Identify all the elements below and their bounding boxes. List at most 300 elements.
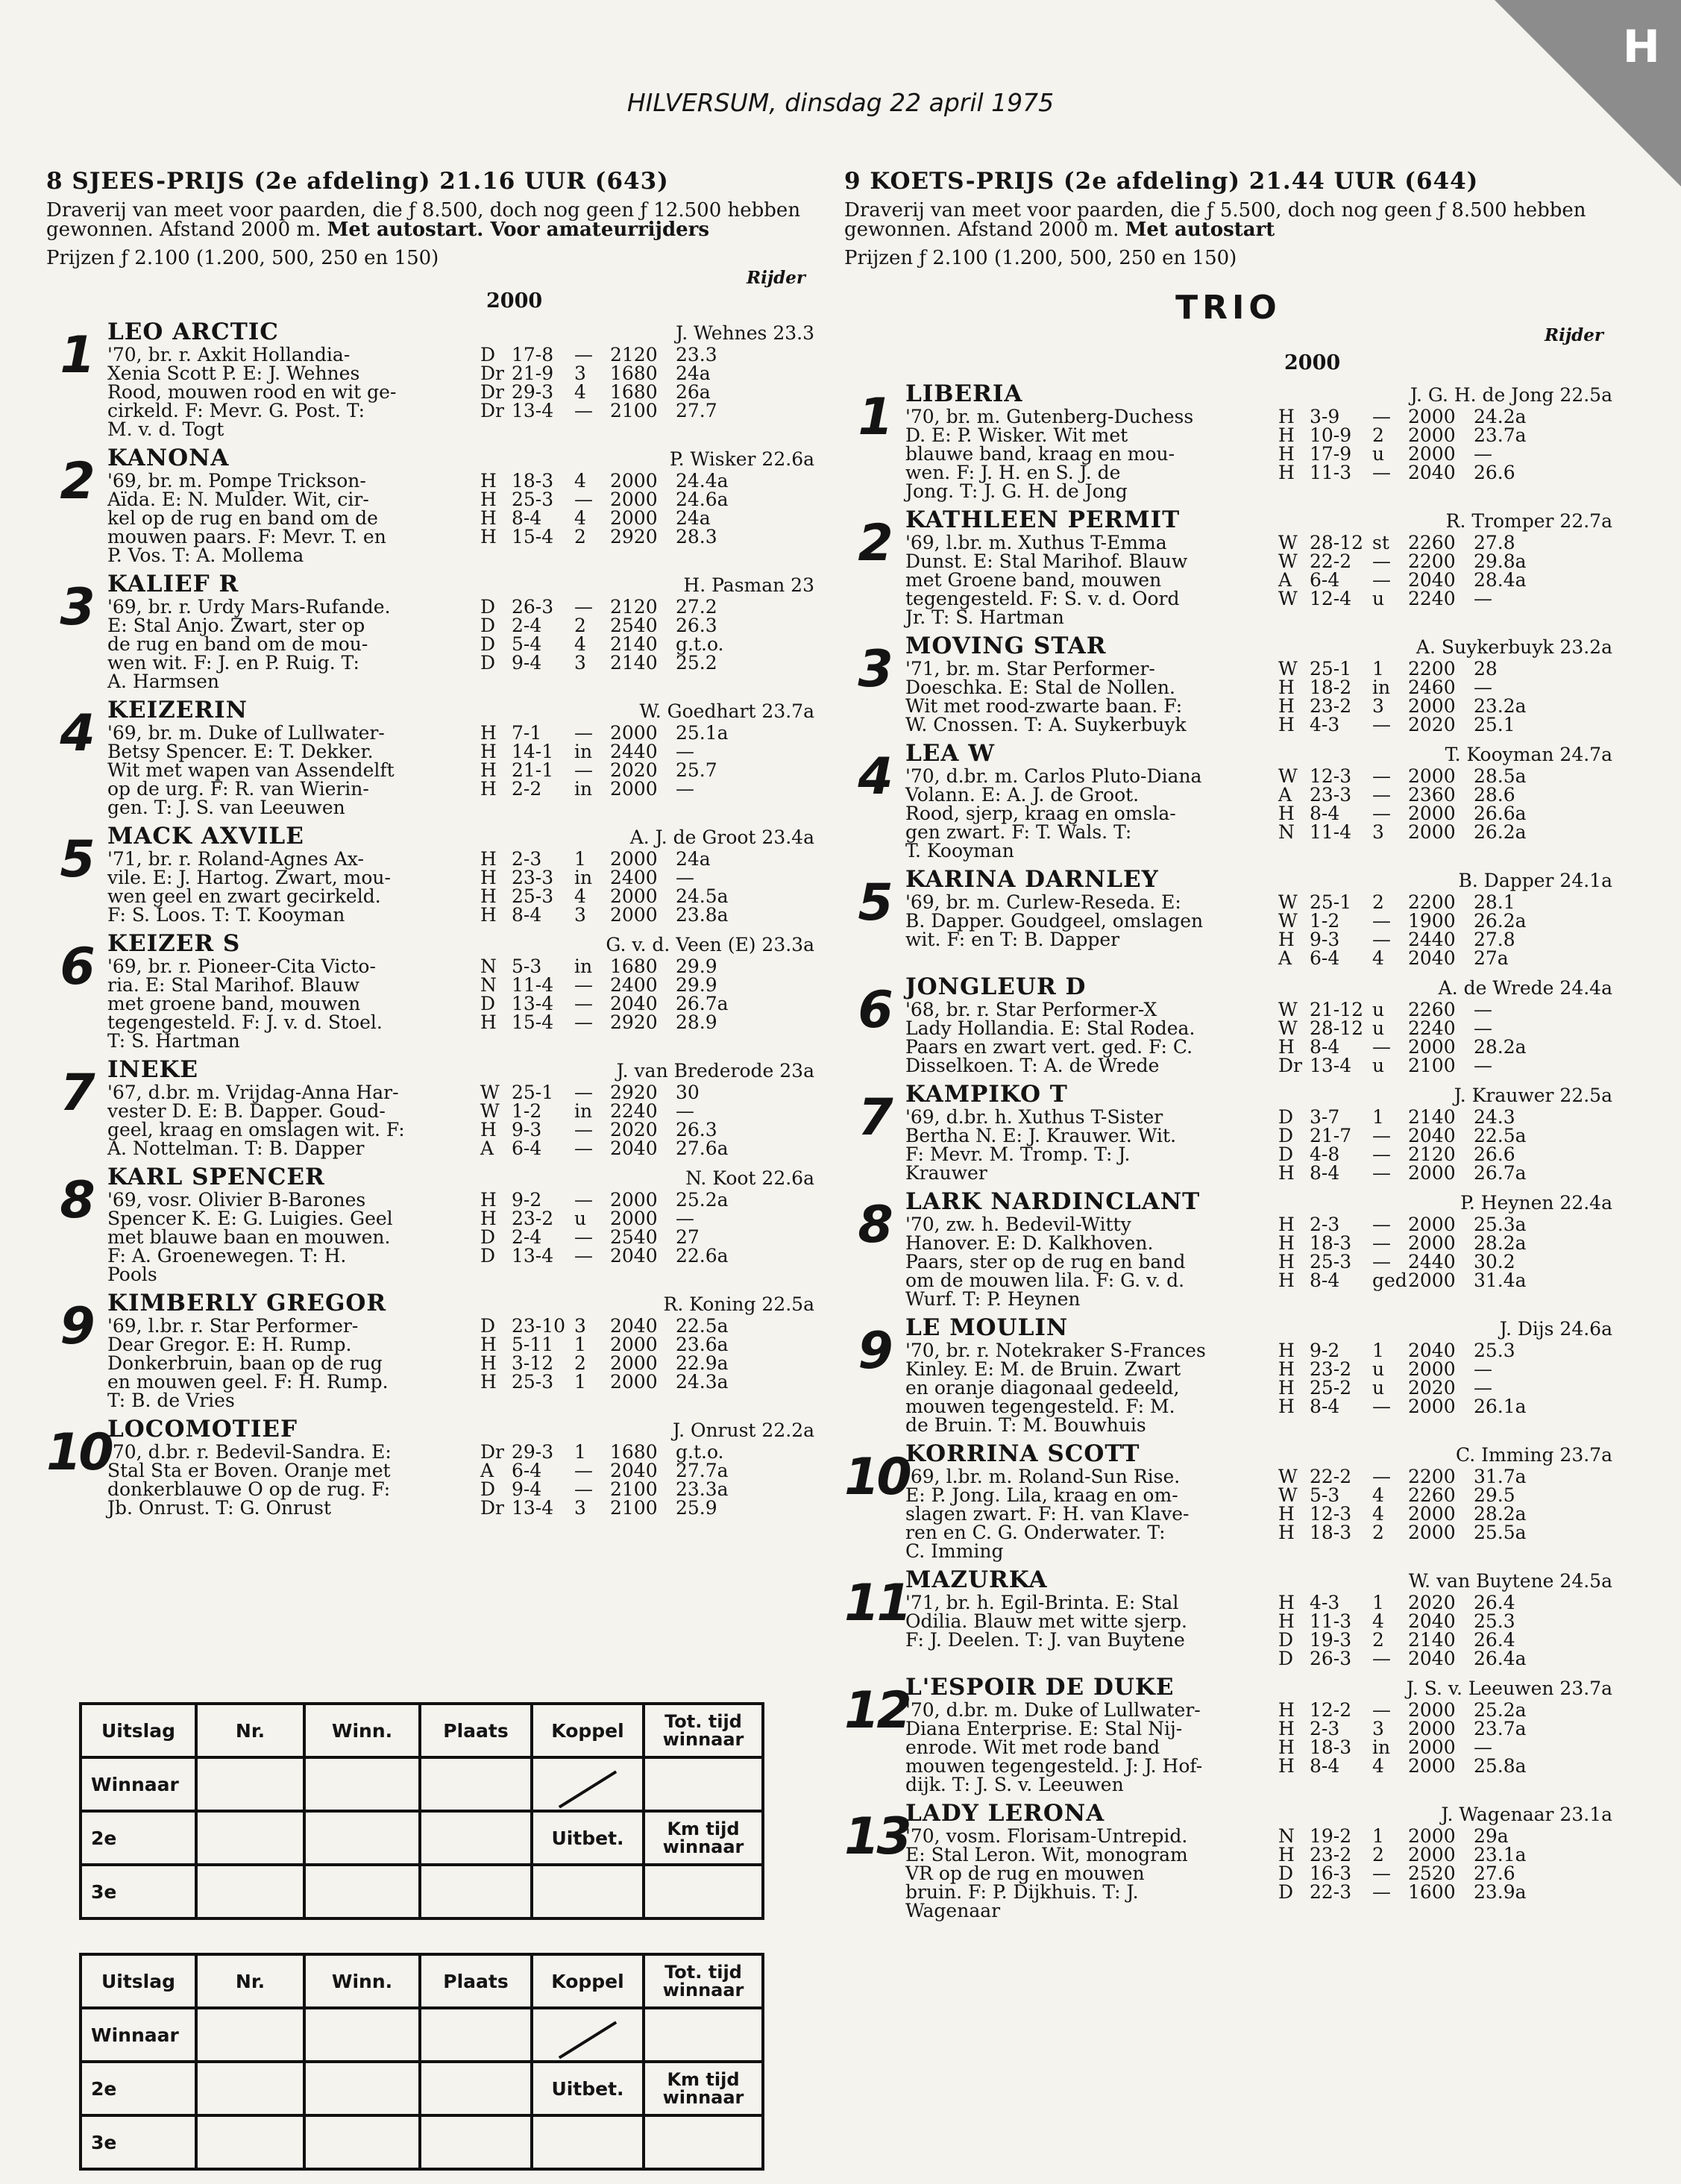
result-cell: 13-4 — [512, 1245, 554, 1267]
result-cell: 28-12 — [1310, 532, 1364, 553]
rijder-label: Rijder — [1544, 325, 1603, 345]
result-row — [1278, 1038, 1541, 1056]
result-cell: 2000 — [1408, 1522, 1456, 1543]
horse-description: '71, br. m. Star Performer- Doeschka. E: Stal de Nollen. Wit met rood-zwarte baan. F: W. Cnossen. T: A. Suykerbuyk — [905, 658, 1187, 735]
result-field[interactable] — [304, 1865, 420, 1918]
horse-description: '69, l.br. m. Roland-Sun Rise. E: P. Jong. Lila, kraag en om- slagen zwart. F: H. van Klave- ren en C. G. Onderwater. T: C. Imming — [905, 1466, 1190, 1562]
result-cell: 1-2 — [1310, 910, 1340, 932]
result-cell: D — [480, 615, 496, 636]
result-row — [480, 345, 743, 364]
entry-body — [107, 957, 814, 1050]
result-cell: 4 — [1372, 1610, 1384, 1632]
result-cell: 4 — [574, 633, 586, 655]
result-cell: — — [574, 596, 593, 618]
header-cell: Koppel — [532, 1954, 644, 2008]
result-cell: H — [480, 778, 497, 800]
result-cell: 23.2a — [1474, 695, 1527, 717]
result-cell: 25-3 — [512, 1371, 554, 1393]
result-cell: H — [480, 1119, 497, 1140]
result-row — [1278, 1378, 1541, 1397]
entry-header — [905, 1081, 1612, 1108]
rider-info: H. Pasman 23 — [683, 574, 814, 596]
result-cell: 26-3 — [512, 596, 554, 618]
result-cell: 2000 — [610, 885, 658, 907]
result-cell: Dr — [480, 363, 504, 384]
result-cell: W — [1278, 1484, 1298, 1506]
recent-results — [1278, 1341, 1541, 1434]
recent-results — [1278, 893, 1541, 967]
result-cell: 2260 — [1408, 532, 1456, 553]
result-row — [1278, 1883, 1541, 1901]
result-cell: 8-4 — [1310, 1755, 1340, 1777]
horse-entry — [46, 823, 814, 924]
result-cell: — — [1372, 1125, 1391, 1146]
horse-entry — [844, 1566, 1612, 1668]
result-cell: 23-2 — [1310, 695, 1352, 717]
start-number: 11 — [844, 1574, 909, 1633]
result-cell: 9-2 — [1310, 1340, 1340, 1361]
result-field[interactable] — [644, 1865, 763, 1918]
result-cell: — — [1372, 1396, 1391, 1417]
header-cell: Uitslag — [81, 1954, 196, 2008]
result-cell: st — [1372, 532, 1389, 553]
result-cell: 28.5a — [1474, 765, 1527, 787]
result-cell: 1 — [574, 1441, 586, 1463]
result-cell: 18-3 — [512, 470, 554, 492]
result-cell: 25-1 — [1310, 658, 1352, 680]
result-cell: 2000 — [1408, 803, 1456, 824]
entry-body — [107, 1083, 814, 1158]
result-cell: 2040 — [1408, 1125, 1456, 1146]
header-cell: Tot. tijd winnaar — [644, 1954, 763, 2008]
result-cell: 11-3 — [1310, 1610, 1352, 1632]
result-cell: — — [574, 1460, 593, 1481]
result-cell: 2040 — [1408, 1610, 1456, 1632]
result-field[interactable] — [532, 2115, 644, 2169]
distance-label: 2000 — [486, 289, 543, 313]
result-cell: 2120 — [1408, 1143, 1456, 1165]
result-field[interactable] — [196, 1757, 304, 1811]
result-cell: 5-4 — [512, 633, 542, 655]
race-title: 8 SJEES-PRIJS (2e afdeling) 21.16 UUR (643) — [46, 168, 669, 195]
horse-name: KEIZER S — [107, 930, 241, 957]
result-field[interactable] — [420, 1757, 532, 1811]
result-row — [480, 1083, 743, 1102]
result-cell: H — [1278, 803, 1295, 824]
result-row — [480, 1139, 743, 1158]
result-cell: 9-4 — [512, 652, 542, 674]
result-cell: 27.7a — [676, 1460, 729, 1481]
result-cell: 2920 — [610, 1011, 658, 1033]
entry-body — [905, 533, 1612, 627]
result-cell: 2040 — [1408, 1340, 1456, 1361]
horse-name: LEO ARCTIC — [107, 318, 279, 345]
result-cell: u — [1372, 1358, 1385, 1380]
result-cell: — — [574, 759, 593, 781]
result-row — [480, 779, 743, 798]
result-cell: 2540 — [610, 615, 658, 636]
result-cell: u — [1372, 999, 1385, 1020]
result-cell: in — [1372, 1736, 1391, 1758]
result-cell: 25.2a — [676, 1189, 729, 1211]
entry-header — [905, 633, 1612, 659]
start-number: 8 — [60, 1171, 92, 1230]
result-row — [1278, 1504, 1541, 1523]
recent-results — [1278, 1215, 1541, 1308]
result-cell: 23-2 — [512, 1208, 554, 1229]
result-field[interactable] — [420, 2008, 532, 2062]
result-cell: 25.1a — [676, 722, 729, 744]
result-cell: 2000 — [610, 1352, 658, 1374]
result-cell: 3-7 — [1310, 1106, 1340, 1128]
horse-description: '69, d.br. h. Xuthus T-Sister Bertha N. E: J. Krauwer. Wit. F: Mevr. M. Tromp. T: J. Krauwer — [905, 1106, 1177, 1184]
result-cell: 2000 — [1408, 1718, 1456, 1739]
result-cell: 28.4a — [1474, 569, 1527, 591]
horse-entry — [844, 866, 1612, 967]
result-field[interactable] — [304, 2115, 420, 2169]
result-row — [1278, 1271, 1541, 1290]
rider-info: J. Wehnes 23.3 — [676, 322, 814, 344]
horse-entry — [46, 1164, 814, 1284]
result-row — [480, 509, 743, 527]
table-row — [81, 1757, 763, 1811]
result-row — [480, 1461, 743, 1480]
result-cell: 4-3 — [1310, 1592, 1340, 1613]
result-cell: 2040 — [610, 1315, 658, 1337]
horse-name: KANONA — [107, 445, 230, 471]
result-cell: H — [1278, 929, 1295, 950]
result-cell: 2000 — [1408, 1232, 1456, 1254]
result-cell: 6-4 — [1310, 569, 1340, 591]
result-cell: 29-3 — [512, 1441, 554, 1463]
table-row — [81, 2062, 763, 2115]
result-row — [480, 1335, 743, 1354]
result-field[interactable] — [304, 1811, 420, 1865]
rider-info: N. Koot 22.6a — [685, 1167, 814, 1189]
entry-header — [107, 571, 814, 597]
horse-description: '69, br. m. Pompe Trickson- Aïda. E: N. Mulder. Wit, cir- kel op de rug en band om de mouwen paars. F: Mevr. T. en P. Vos. T: A. Mollema — [107, 470, 386, 566]
result-cell: 1 — [574, 1334, 586, 1355]
row-label: 2e — [81, 1811, 196, 1865]
result-cell: 2440 — [1408, 1251, 1456, 1273]
result-cell: 22-2 — [1310, 550, 1352, 572]
horse-entry — [46, 1056, 814, 1158]
start-number: 5 — [60, 830, 92, 889]
result-row — [1278, 767, 1541, 785]
horse-description: '69, br. r. Urdy Mars-Rufande. E: Stal Anjo. Zwart, ster op de rug en band om de mou- wen wit. F: J. en P. Ruig. T: A. Harmsen — [107, 596, 391, 692]
result-cell: 2000 — [1408, 1736, 1456, 1758]
result-cell: A — [1278, 947, 1292, 969]
horse-entry — [844, 506, 1612, 627]
result-row — [480, 364, 743, 383]
result-cell: 26.4 — [1474, 1592, 1515, 1613]
result-field[interactable] — [304, 2062, 420, 2115]
result-cell: 2000 — [1408, 1755, 1456, 1777]
result-cell: 28.3 — [676, 526, 717, 547]
result-row — [480, 1209, 743, 1228]
result-cell: 25.3 — [1474, 1340, 1515, 1361]
result-cell: D — [1278, 1106, 1294, 1128]
result-cell: 27.6a — [676, 1138, 729, 1159]
result-cell: 18-3 — [1310, 1736, 1352, 1758]
result-cell: 1 — [1372, 1340, 1384, 1361]
result-cell: H — [480, 1189, 497, 1211]
entry-header — [107, 1056, 814, 1083]
result-cell: 2440 — [610, 741, 658, 762]
entry-header — [905, 973, 1612, 1000]
result-cell: 2000 — [1408, 695, 1456, 717]
result-cell: — — [1474, 1358, 1492, 1380]
result-cell: D — [480, 1478, 496, 1500]
result-cell: — — [574, 993, 593, 1014]
result-cell: 2000 — [610, 489, 658, 510]
result-cell: 12-4 — [1310, 588, 1352, 609]
horse-entry — [844, 1081, 1612, 1182]
result-cell: D — [480, 1315, 496, 1337]
result-cell: 2100 — [610, 1478, 658, 1500]
result-cell: 2000 — [1408, 443, 1456, 465]
result-field[interactable] — [644, 2008, 763, 2062]
result-field[interactable] — [644, 2115, 763, 2169]
result-cell: 3-12 — [512, 1352, 554, 1374]
horse-entry — [46, 318, 814, 439]
rider-info: J. G. H. de Jong 22.5a — [1410, 384, 1612, 406]
result-cell: 1 — [1372, 658, 1384, 680]
horse-name: KARINA DARNLEY — [905, 866, 1159, 893]
result-cell: 7-1 — [512, 722, 542, 744]
result-field[interactable] — [304, 1757, 420, 1811]
result-cell: H — [1278, 1736, 1295, 1758]
result-field[interactable] — [196, 2062, 304, 2115]
result-cell: 15-4 — [512, 526, 554, 547]
result-cell: 2000 — [1408, 1699, 1456, 1721]
result-cell: 8-4 — [512, 507, 542, 529]
horse-entry — [46, 445, 814, 565]
result-cell: — — [574, 1189, 593, 1211]
result-cell: 2 — [1372, 1522, 1384, 1543]
result-row — [480, 1228, 743, 1246]
start-number: 10 — [844, 1448, 909, 1507]
result-cell: H — [1278, 714, 1295, 735]
km-tijd-label: Km tijd winnaar — [644, 1811, 763, 1865]
result-cell: 2440 — [1408, 929, 1456, 950]
result-row — [1278, 1719, 1541, 1738]
result-cell: D — [480, 596, 496, 618]
result-cell: 19-2 — [1310, 1825, 1352, 1847]
entries-list — [844, 380, 1612, 1920]
result-cell: 26.2a — [1474, 821, 1527, 843]
result-cell: — — [574, 489, 593, 510]
result-cell: H — [1278, 1036, 1295, 1058]
rider-info: R. Tromper 22.7a — [1445, 510, 1612, 532]
result-cell: 27.8 — [1474, 929, 1515, 950]
slash-mark — [559, 2021, 617, 2059]
result-cell: — — [1372, 1251, 1391, 1273]
result-field[interactable] — [420, 2062, 532, 2115]
result-cell: 25-3 — [512, 489, 554, 510]
result-cell: H — [1278, 1358, 1295, 1380]
result-cell: 26.2a — [1474, 910, 1527, 932]
result-cell: 2020 — [610, 1119, 658, 1140]
result-cell: 2360 — [1408, 784, 1456, 806]
rider-info: G. v. d. Veen (E) 23.3a — [606, 934, 814, 956]
horse-entry — [844, 380, 1612, 501]
result-cell: 2920 — [610, 1082, 658, 1103]
result-cell: 22.5a — [1474, 1125, 1527, 1146]
horse-description: '70, br. r. Notekraker S-Frances Kinley. E: M. de Bruin. Zwart en oranje diagonaal gedeeld, mouwen tegengesteld. F: M. de Bruin. T: M. Bouwhuis — [905, 1340, 1206, 1436]
result-cell: 2120 — [610, 596, 658, 618]
result-cell: 2 — [574, 1352, 586, 1374]
result-row — [480, 1120, 743, 1139]
result-cell: 2000 — [1408, 1036, 1456, 1058]
result-cell: — — [1474, 1736, 1492, 1758]
entry-body — [107, 850, 814, 924]
result-field[interactable] — [420, 1865, 532, 1918]
entry-body — [905, 407, 1612, 501]
result-cell: H — [1278, 1522, 1295, 1543]
horse-name: MACK AXVILE — [107, 823, 304, 850]
result-row — [1278, 804, 1541, 823]
result-row — [480, 1190, 743, 1209]
result-cell: 22.9a — [676, 1352, 729, 1374]
entry-header — [107, 1416, 814, 1443]
result-cell: 2000 — [610, 1334, 658, 1355]
result-cell: H — [480, 848, 497, 870]
result-cell: H — [480, 867, 497, 888]
result-cell: — — [1474, 1377, 1492, 1399]
result-cell: 25.8a — [1474, 1755, 1527, 1777]
result-cell: 25-1 — [1310, 891, 1352, 913]
result-cell: — — [574, 1226, 593, 1248]
result-cell: 9-3 — [512, 1119, 542, 1140]
entry-body — [905, 1000, 1612, 1075]
result-cell: Dr — [480, 400, 504, 421]
slash-mark — [559, 1770, 617, 1808]
result-row — [1278, 1108, 1541, 1126]
result-row — [480, 994, 743, 1013]
result-cell: 2-3 — [1310, 1214, 1340, 1235]
entry-body — [905, 659, 1612, 734]
horse-name: KEIZERIN — [107, 697, 248, 724]
result-cell: 2000 — [1408, 1162, 1456, 1184]
race-title: 9 KOETS-PRIJS (2e afdeling) 21.44 UUR (644) — [844, 168, 1479, 195]
start-number: 2 — [60, 452, 92, 511]
entry-body — [107, 1317, 814, 1410]
result-cell: — — [1372, 714, 1391, 735]
result-cell: 26.7a — [1474, 1162, 1527, 1184]
result-cell: H — [1278, 1162, 1295, 1184]
header-cell: Nr. — [196, 1954, 304, 2008]
result-field[interactable] — [420, 2115, 532, 2169]
horse-entry — [844, 1314, 1612, 1434]
result-cell: 3 — [574, 652, 586, 674]
result-cell: 16-3 — [1310, 1863, 1352, 1884]
result-cell: — — [574, 1478, 593, 1500]
start-number: 9 — [60, 1297, 92, 1356]
horse-name: MAZURKA — [905, 1566, 1048, 1593]
result-cell: 28.1 — [1474, 891, 1515, 913]
result-cell: u — [1372, 443, 1385, 465]
result-cell: — — [1372, 406, 1391, 427]
table-row — [81, 2008, 763, 2062]
result-row — [480, 887, 743, 906]
result-cell: 11-4 — [1310, 821, 1352, 843]
result-cell: A — [480, 1460, 494, 1481]
result-cell: W — [1278, 1466, 1298, 1487]
result-cell: 12-2 — [1310, 1699, 1352, 1721]
result-cell: 4 — [574, 470, 586, 492]
result-field[interactable] — [196, 1865, 304, 1918]
result-field[interactable] — [196, 1811, 304, 1865]
start-number: 7 — [858, 1088, 890, 1147]
start-number: 1 — [60, 326, 92, 385]
rider-info: R. Koning 22.5a — [663, 1293, 814, 1315]
result-cell: D — [1278, 1648, 1294, 1669]
result-cell: 8-4 — [512, 904, 542, 926]
result-cell: H — [1278, 1396, 1295, 1417]
result-cell: H — [1278, 1755, 1295, 1777]
result-row — [1278, 1000, 1541, 1019]
result-cell: 22-3 — [1310, 1881, 1352, 1903]
km-tijd-label: Km tijd winnaar — [644, 2062, 763, 2115]
result-cell: 24.3 — [1474, 1106, 1515, 1128]
result-cell: 26a — [676, 381, 711, 403]
result-cell: 21-1 — [512, 759, 554, 781]
entry-body — [905, 1701, 1612, 1794]
race-prizes: Prijzen ƒ 2.100 (1.200, 500, 250 en 150) — [844, 247, 1237, 269]
result-row — [480, 1499, 743, 1517]
result-cell: 23.3 — [676, 344, 717, 365]
result-cell: 23.7a — [1474, 1718, 1527, 1739]
result-cell: D — [1278, 1881, 1294, 1903]
result-cell: H — [480, 904, 497, 926]
result-field[interactable] — [644, 1757, 763, 1811]
result-field[interactable] — [304, 2008, 420, 2062]
race-9-column — [844, 168, 1612, 1920]
horse-entry — [844, 973, 1612, 1075]
result-cell: u — [1372, 1055, 1385, 1076]
result-cell: — — [1372, 1863, 1391, 1884]
result-cell: A — [1278, 569, 1292, 591]
result-row — [1278, 893, 1541, 911]
result-field[interactable] — [196, 2115, 304, 2169]
result-field[interactable] — [420, 1811, 532, 1865]
result-cell: H — [480, 885, 497, 907]
result-field[interactable] — [532, 1865, 644, 1918]
result-cell: ged — [1372, 1270, 1407, 1291]
result-cell: — — [1474, 677, 1492, 698]
result-cell: 9-2 — [512, 1189, 542, 1211]
header-cell: Winn. — [304, 1704, 420, 1757]
entry-header — [107, 697, 814, 724]
result-cell: H — [1278, 695, 1295, 717]
result-cell: 2000 — [1408, 424, 1456, 446]
result-cell: 25.2 — [676, 652, 717, 674]
result-row — [480, 616, 743, 635]
rider-info: P. Wisker 22.6a — [669, 448, 814, 470]
uitbet-label: Uitbet. — [532, 1811, 644, 1865]
result-field[interactable] — [196, 2008, 304, 2062]
result-cell: 23.8a — [676, 904, 729, 926]
result-row — [480, 742, 743, 761]
result-cell: H — [480, 741, 497, 762]
result-cell: — — [1372, 1036, 1391, 1058]
result-cell: 2000 — [1408, 1825, 1456, 1847]
recent-results — [1278, 1827, 1541, 1920]
result-cell: 2140 — [610, 652, 658, 674]
result-cell: 11-4 — [512, 974, 554, 996]
recent-results — [480, 597, 743, 691]
